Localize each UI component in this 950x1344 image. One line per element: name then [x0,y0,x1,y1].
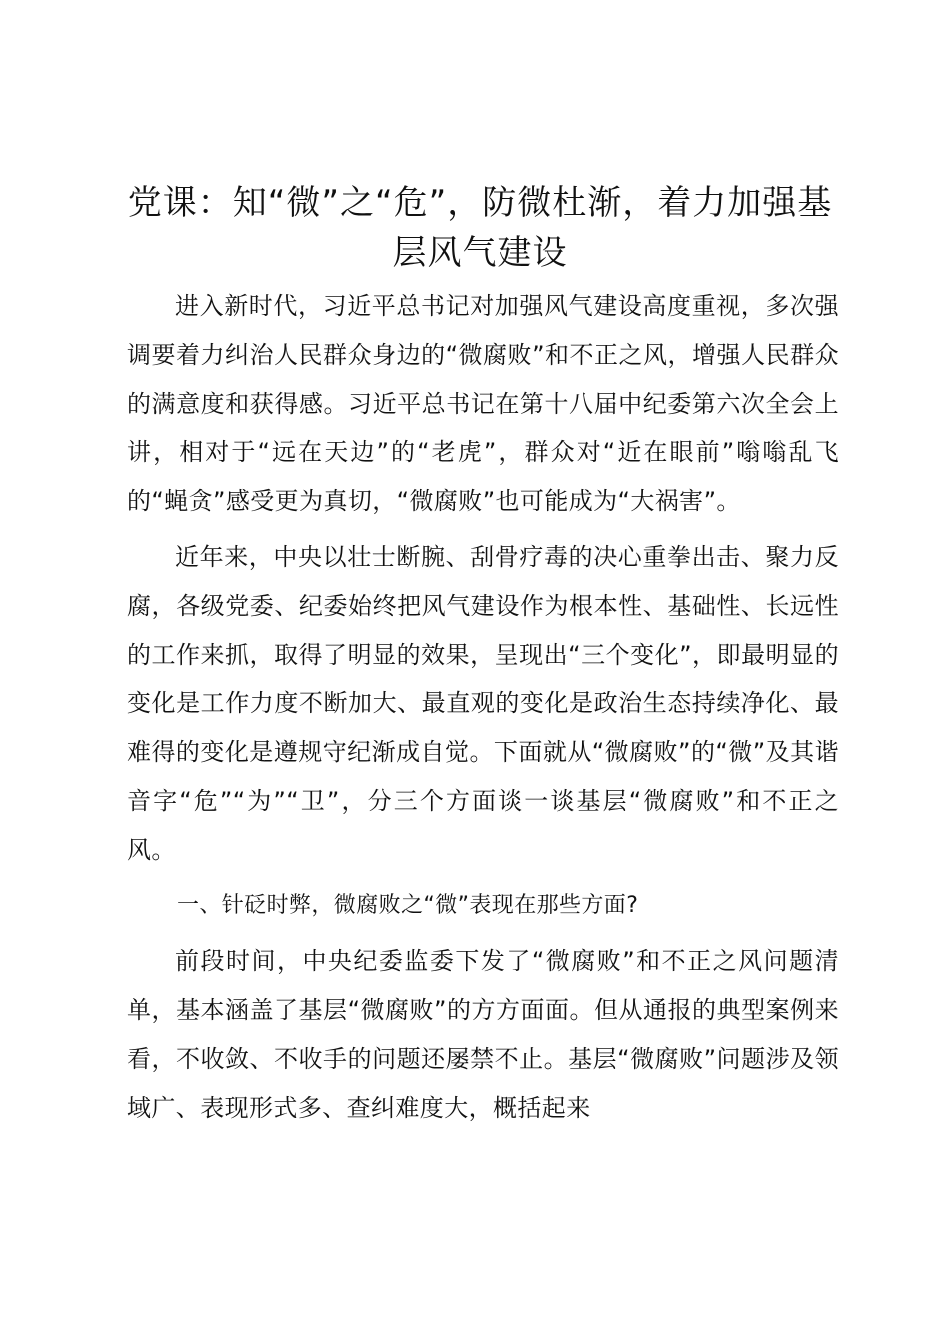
document-body [127,282,839,1140]
section-heading-1: 一、针砭时弊，微腐败之“微”表现在那些方面? [177,892,639,918]
paragraph-1: 进入新时代，习近平总书记对加强风气建设高度重视，多次强调要着力纠治人民群众身边的“微腐败”和不正之风，增强人民群众的满意度和获得感。习近平总书记在第十八届中纪委第六次全会上讲，相对于“远在天边”的“老虎”，群众对“近在眼前”嗡嗡乱飞的“蝇贪”感受更为真切，“微腐败”也可能成为“大祸害”。 [127,292,839,516]
paragraph-3: 前段时间，中央纪委监委下发了“微腐败”和不正之风问题清单，基本涵盖了基层“微腐败”的方方面面。但从通报的典型案例来看，不收敛、不收手的问题还屡禁不止。基层“微腐败”问题涉及领域广、表现形式多、查纠难度大，概括起来 [127,947,839,1122]
document-title: 党课：知“微”之“危”，防微杜渐，着力加强基层风气建设 [127,183,833,273]
paragraph-2: 近年来，中央以壮士断腕、刮骨疗毒的决心重拳出击、聚力反腐，各级党委、纪委始终把风气建设作为根本性、基础性、长远性的工作来抓，取得了明显的效果，呈现出“三个变化”，即最明显的变化是工作力度不断加大、最直观的变化是政治生态持续净化、最难得的变化是遵规守纪渐成自觉。下面就从“微腐败”的“微”及其谐音字“危”“为”“卫”，分三个方面谈一谈基层“微腐败”和不正之风。 [127,542,839,864]
